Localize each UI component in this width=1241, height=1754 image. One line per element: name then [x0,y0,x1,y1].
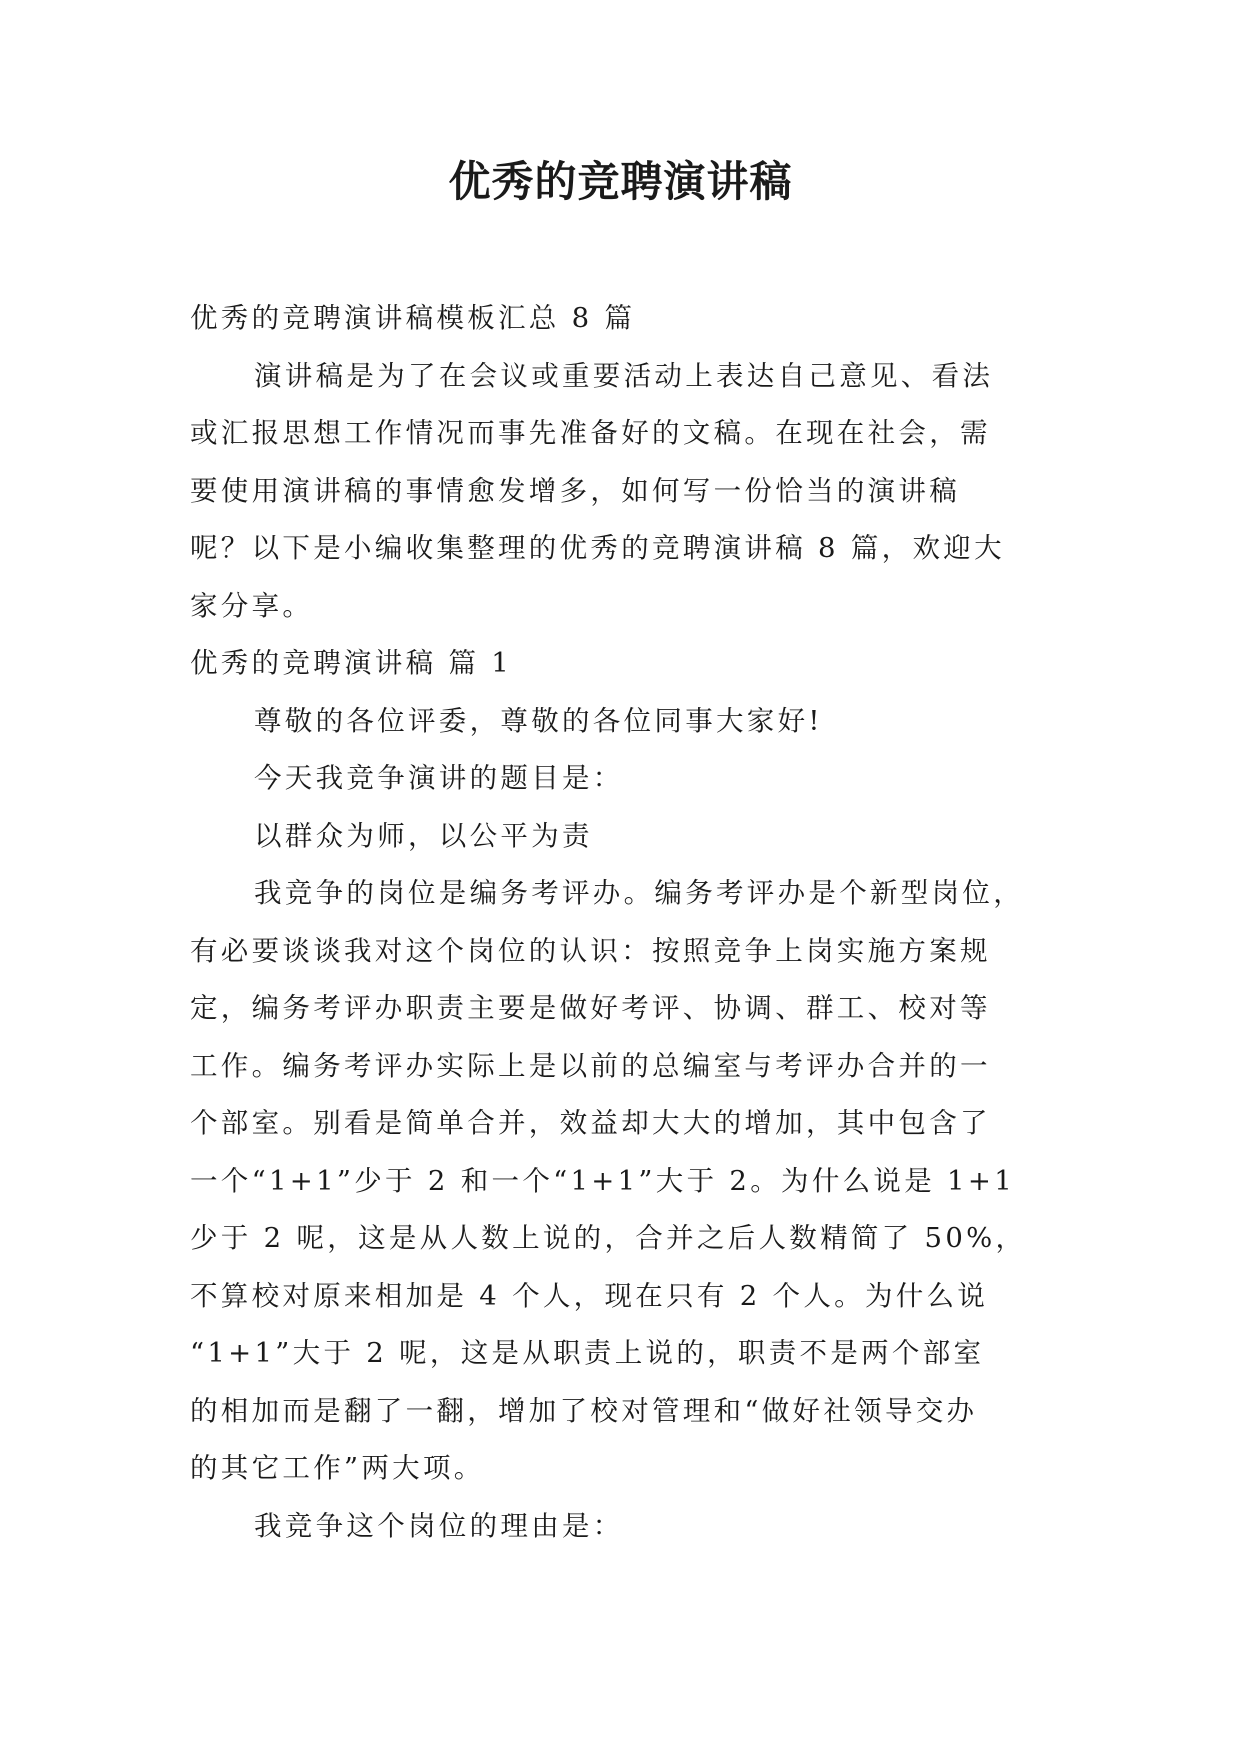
paragraph-line: 不算校对原来相加是 4 个人，现在只有 2 个人。为什么说 [190,1279,989,1312]
paragraph-line: 呢？以下是小编收集整理的优秀的竞聘演讲稿 8 篇，欢迎大 [190,532,1005,564]
paragraph-line: 以群众为师，以公平为责 [254,819,593,852]
paragraph-line: 要使用演讲稿的事情愈发增多，如何写一份恰当的演讲稿 [190,474,960,507]
paragraph-line: 少于 2 呢，这是从人数上说的，合并之后人数精简了 50%， [190,1222,1027,1254]
paragraph-line: 或汇报思想工作情况而事先准备好的文稿。在现在社会，需 [190,417,991,449]
paragraph-line: 尊敬的各位评委，尊敬的各位同事大家好! [254,704,823,737]
paragraph-line: 个部室。别看是简单合并，效益却大大的增加，其中包含了 [190,1107,991,1139]
paragraph-line: 我竞争这个岗位的理由是： [254,1509,624,1542]
paragraph-line: “1+1”大于 2 呢，这是从职责上说的，职责不是两个部室 [190,1337,985,1369]
paragraph-line: 的相加而是翻了一翻，增加了校对管理和“做好社领导交办 [190,1394,978,1427]
paragraph-line: 今天我竞争演讲的题目是： [254,762,624,794]
paragraph-line: 有必要谈谈我对这个岗位的认识：按照竞争上岗实施方案规 [190,934,991,967]
paragraph-line: 演讲稿是为了在会议或重要活动上表达自己意见、看法 [254,359,994,392]
paragraph-line: 定，编务考评办职责主要是做好考评、协调、群工、校对等 [190,992,991,1024]
document-body [190,290,1056,1555]
subtitle-line: 优秀的竞聘演讲稿模板汇总 8 篇 [190,302,636,334]
paragraph-line: 我竞争的岗位是编务考评办。编务考评办是个新型岗位， [254,877,1024,909]
paragraph-line: 工作。编务考评办实际上是以前的总编室与考评办合并的一 [190,1049,991,1082]
document-title: 优秀的竞聘演讲稿 [448,157,793,206]
section-heading: 优秀的竞聘演讲稿 篇 1 [190,647,513,679]
paragraph-line: 一个“1+1”少于 2 和一个“1+1”大于 2。为什么说是 1+1 [190,1164,1015,1197]
paragraph-line: 家分享。 [190,589,314,622]
paragraph-line: 的其它工作”两大项。 [190,1452,485,1484]
